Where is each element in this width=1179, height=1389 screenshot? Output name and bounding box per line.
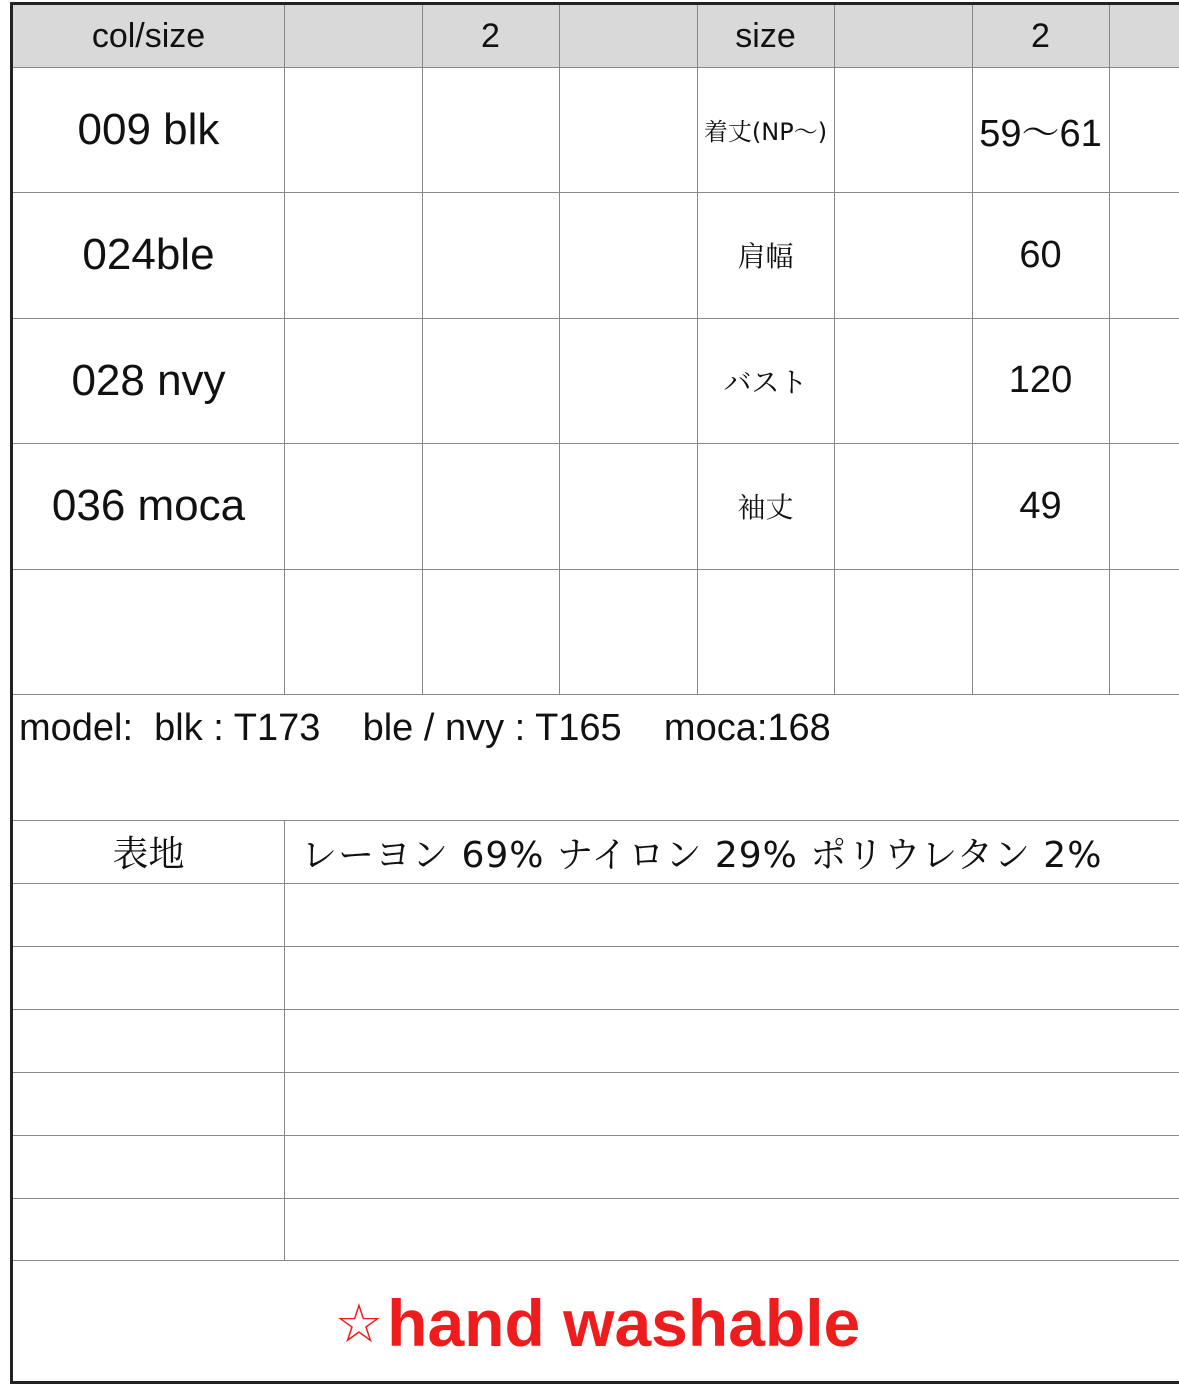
fabric-composition: レーヨン 69% ナイロン 29% ポリウレタン 2% [301,834,1103,876]
measurement-label: 肩幅 [737,240,794,273]
grid-line [13,1198,1179,1199]
grid-line [13,1009,1179,1010]
header-size-label: size [735,16,796,55]
grid-line [559,5,560,694]
grid-line [13,1072,1179,1073]
measurement-label: 袖丈 [737,491,794,524]
header-size-value: 2 [481,16,500,55]
grid-line [13,946,1179,947]
grid-line [422,5,423,694]
measurement-value: 59～61 [979,113,1102,155]
grid-line [284,820,285,1260]
header-col-size: col/size [91,16,206,55]
color-row-label: 024ble [82,230,215,279]
model-info: model: blk : T173 ble / nvy : T165 moca:168 [19,707,831,749]
star-icon: ☆ [334,1291,384,1355]
care-note [13,1261,1179,1384]
measurement-label: 着丈(NP～) [703,118,828,146]
color-row-label: 028 nvy [71,355,226,405]
grid-line [13,569,1179,570]
care-text: hand washable [387,1286,861,1360]
color-row-label: 036 moca [51,481,246,530]
measurement-value: 60 [1019,233,1062,276]
grid-line [284,5,285,694]
measurement-label: バスト [723,365,808,399]
size-spec-sheet [10,2,1179,1384]
measurement-value: 49 [1019,484,1062,527]
grid-line [13,694,1179,695]
measurement-value: 120 [1008,359,1073,401]
grid-line [13,1135,1179,1136]
fabric-label: 表地 [112,834,185,875]
grid-line [834,5,835,694]
grid-line [13,883,1179,884]
grid-line [1109,5,1110,694]
color-row-label: 009 blk [77,104,220,154]
header-size-value-2: 2 [1031,16,1050,55]
